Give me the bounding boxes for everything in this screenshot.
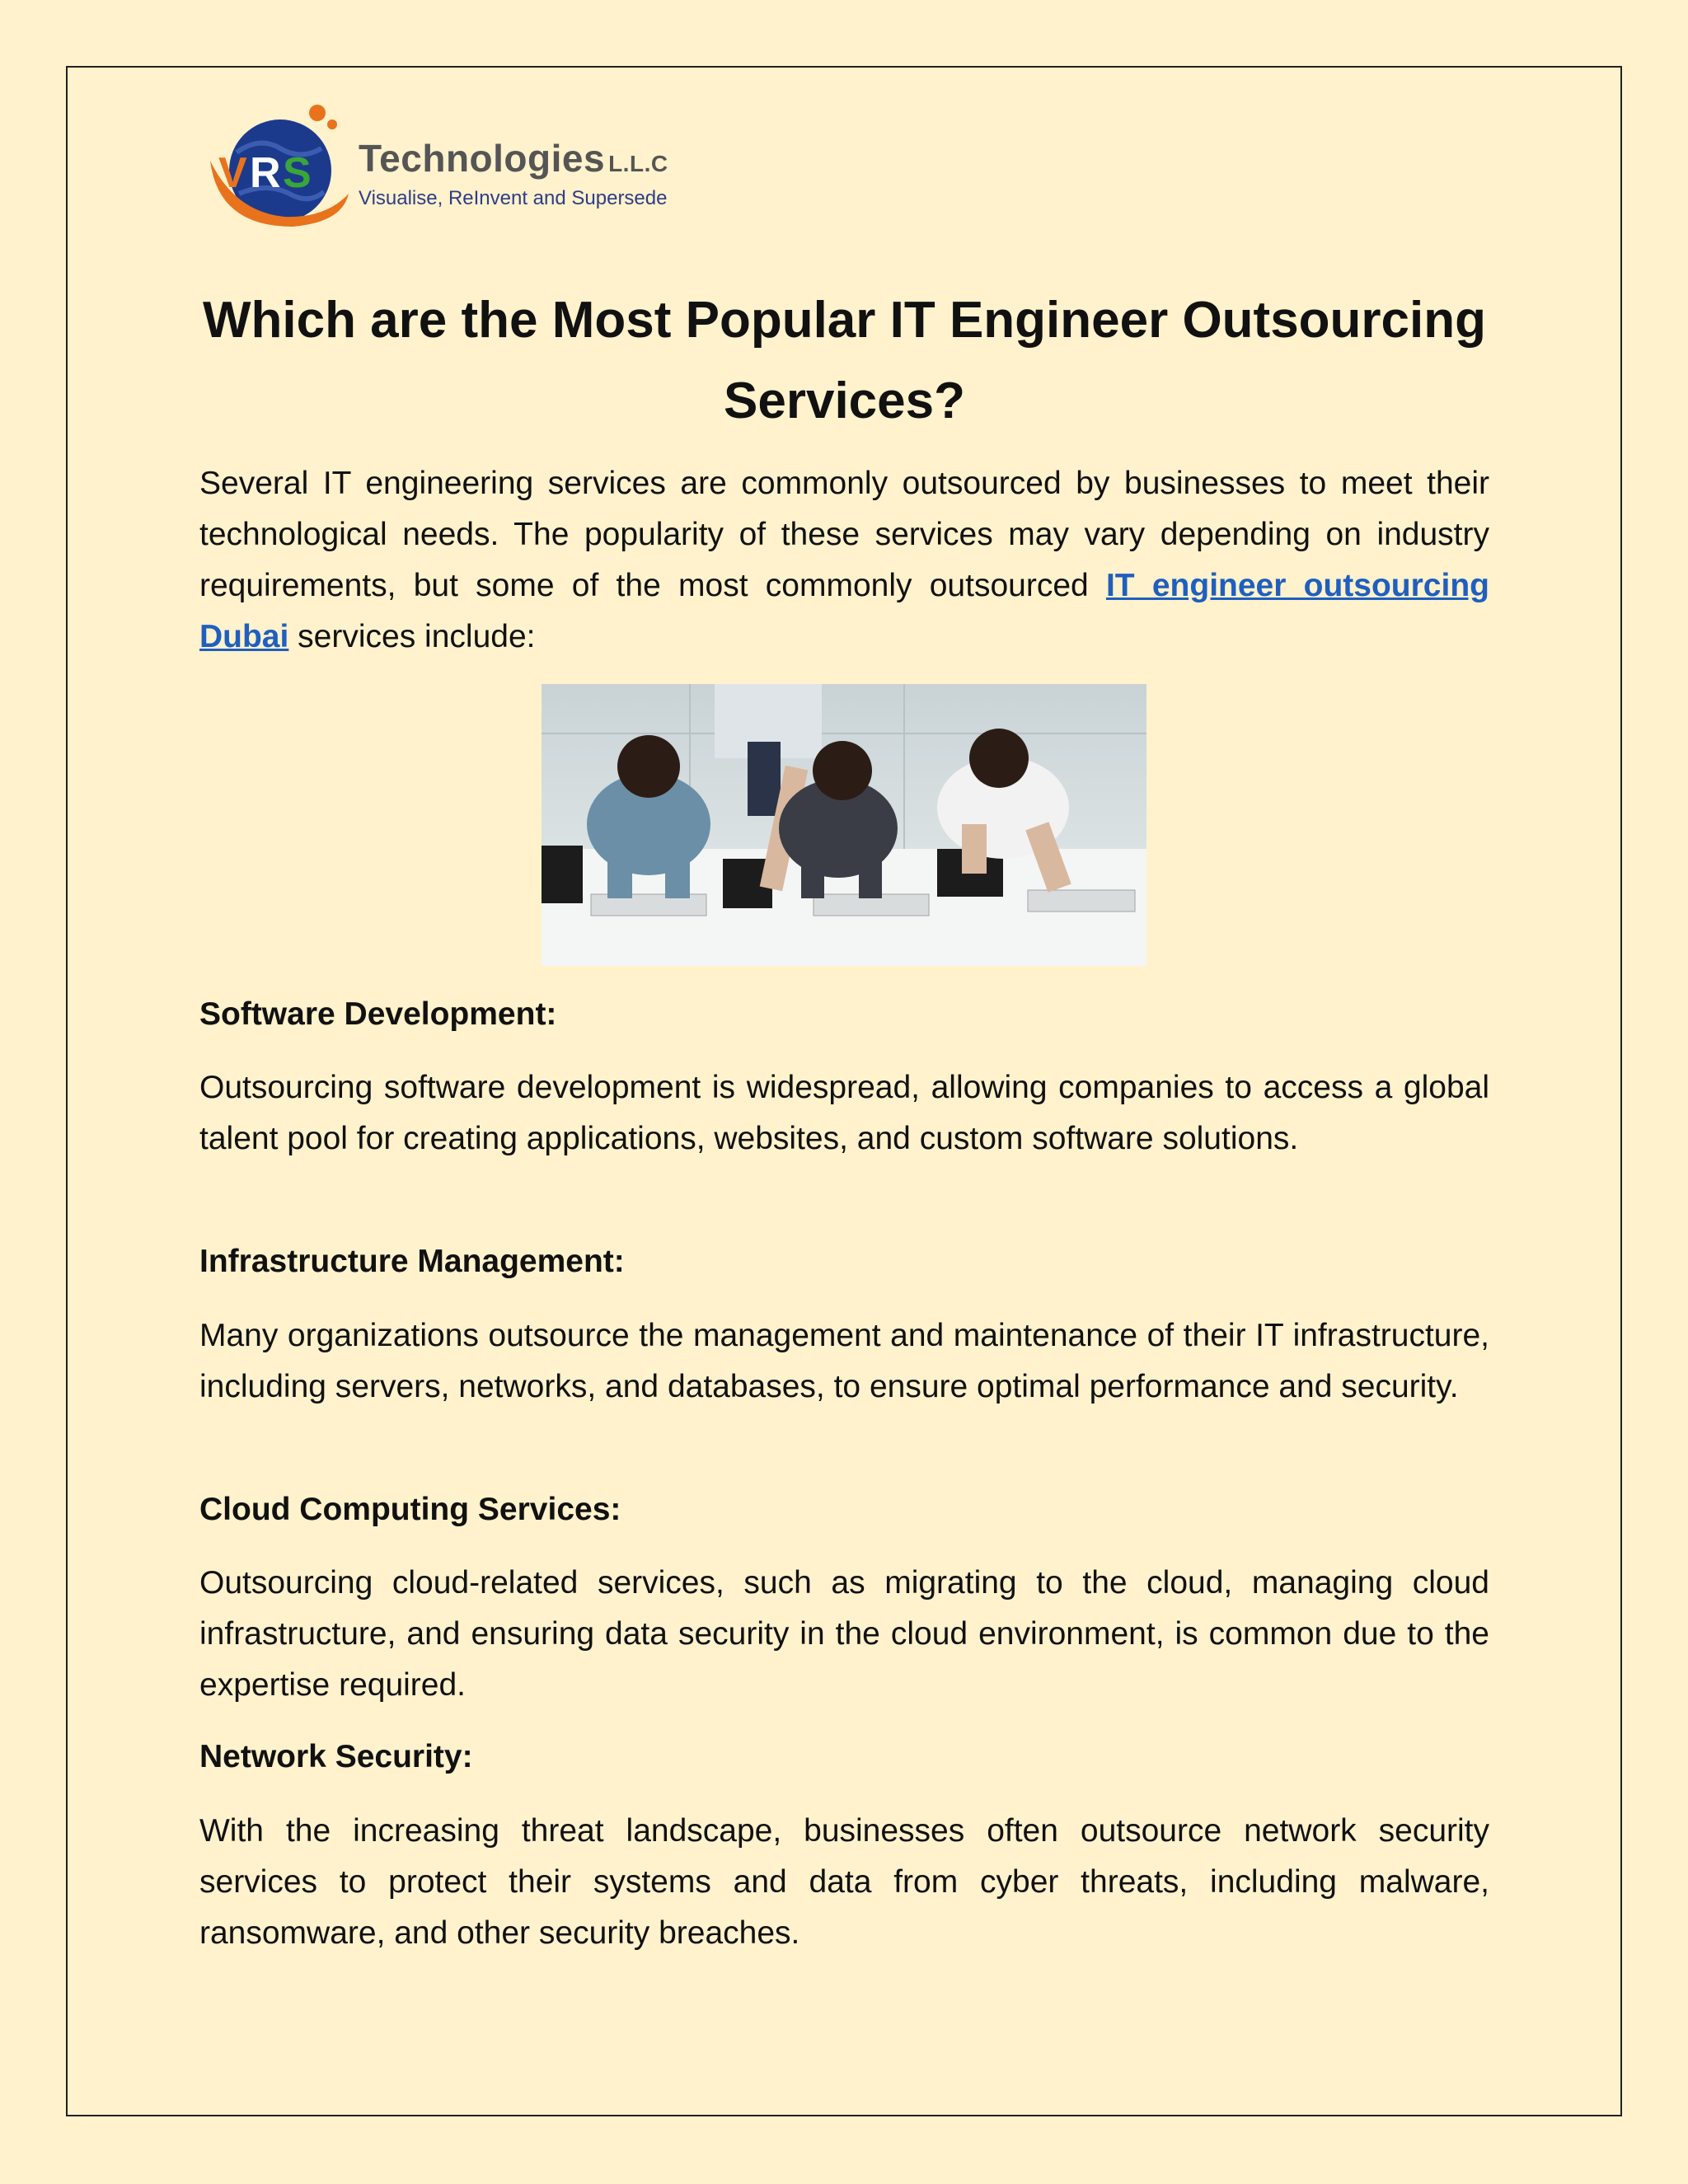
it-engineer-outsourcing-link[interactable]: IT engineer outsourcing Dubai: [199, 568, 1489, 654]
page-title: Which are the Most Popular IT Engineer Outsourcing Services?: [202, 292, 1487, 429]
company-logo: [202, 103, 696, 235]
globe-logo-icon: [202, 103, 359, 235]
logo-mark-v: V: [218, 149, 247, 197]
team-at-computers-photo: [542, 684, 1146, 966]
section-heading-cloud-computing: Cloud Computing Services:: [199, 1492, 621, 1527]
logo-name: Technologies L.L.C: [359, 137, 668, 180]
logo-mark-r: R: [250, 149, 281, 197]
logo-suffix: L.L.C: [608, 151, 668, 176]
section-body-infrastructure-management: Many organizations outsource the management and maintenance of their IT infrastructure, including servers, networks, and databases, to ensure optimal performance and security.: [199, 1318, 1489, 1404]
logo-mark-s: S: [283, 149, 312, 197]
section-heading-software-development: Software Development:: [199, 996, 557, 1032]
section-heading-network-security: Network Security:: [199, 1739, 473, 1774]
intro-paragraph: Several IT engineering services are commonly outsourced by businesses to meet their technological needs. The popularity of these services may vary depending on industry requirements, but some of the most commonly outsourced IT engineer outsourcing Dubai services include:: [199, 466, 1489, 654]
section-body-software-development: Outsourcing software development is widespread, allowing companies to access a global talent pool for creating applications, websites, and custom software solutions.: [199, 1070, 1489, 1156]
section-body-cloud-computing: Outsourcing cloud-related services, such as migrating to the cloud, managing cloud infrastructure, and ensuring data security in the cloud environment, is common due to the expertise required.: [199, 1565, 1489, 1703]
section-heading-infrastructure-management: Infrastructure Management:: [199, 1244, 625, 1279]
logo-tagline: Visualise, ReInvent and Supersede: [359, 187, 668, 209]
section-body-network-security: With the increasing threat landscape, businesses often outsource network security services to protect their systems and data from cyber threats, including malware, ransomware, and other security breaches.: [199, 1813, 1489, 1951]
